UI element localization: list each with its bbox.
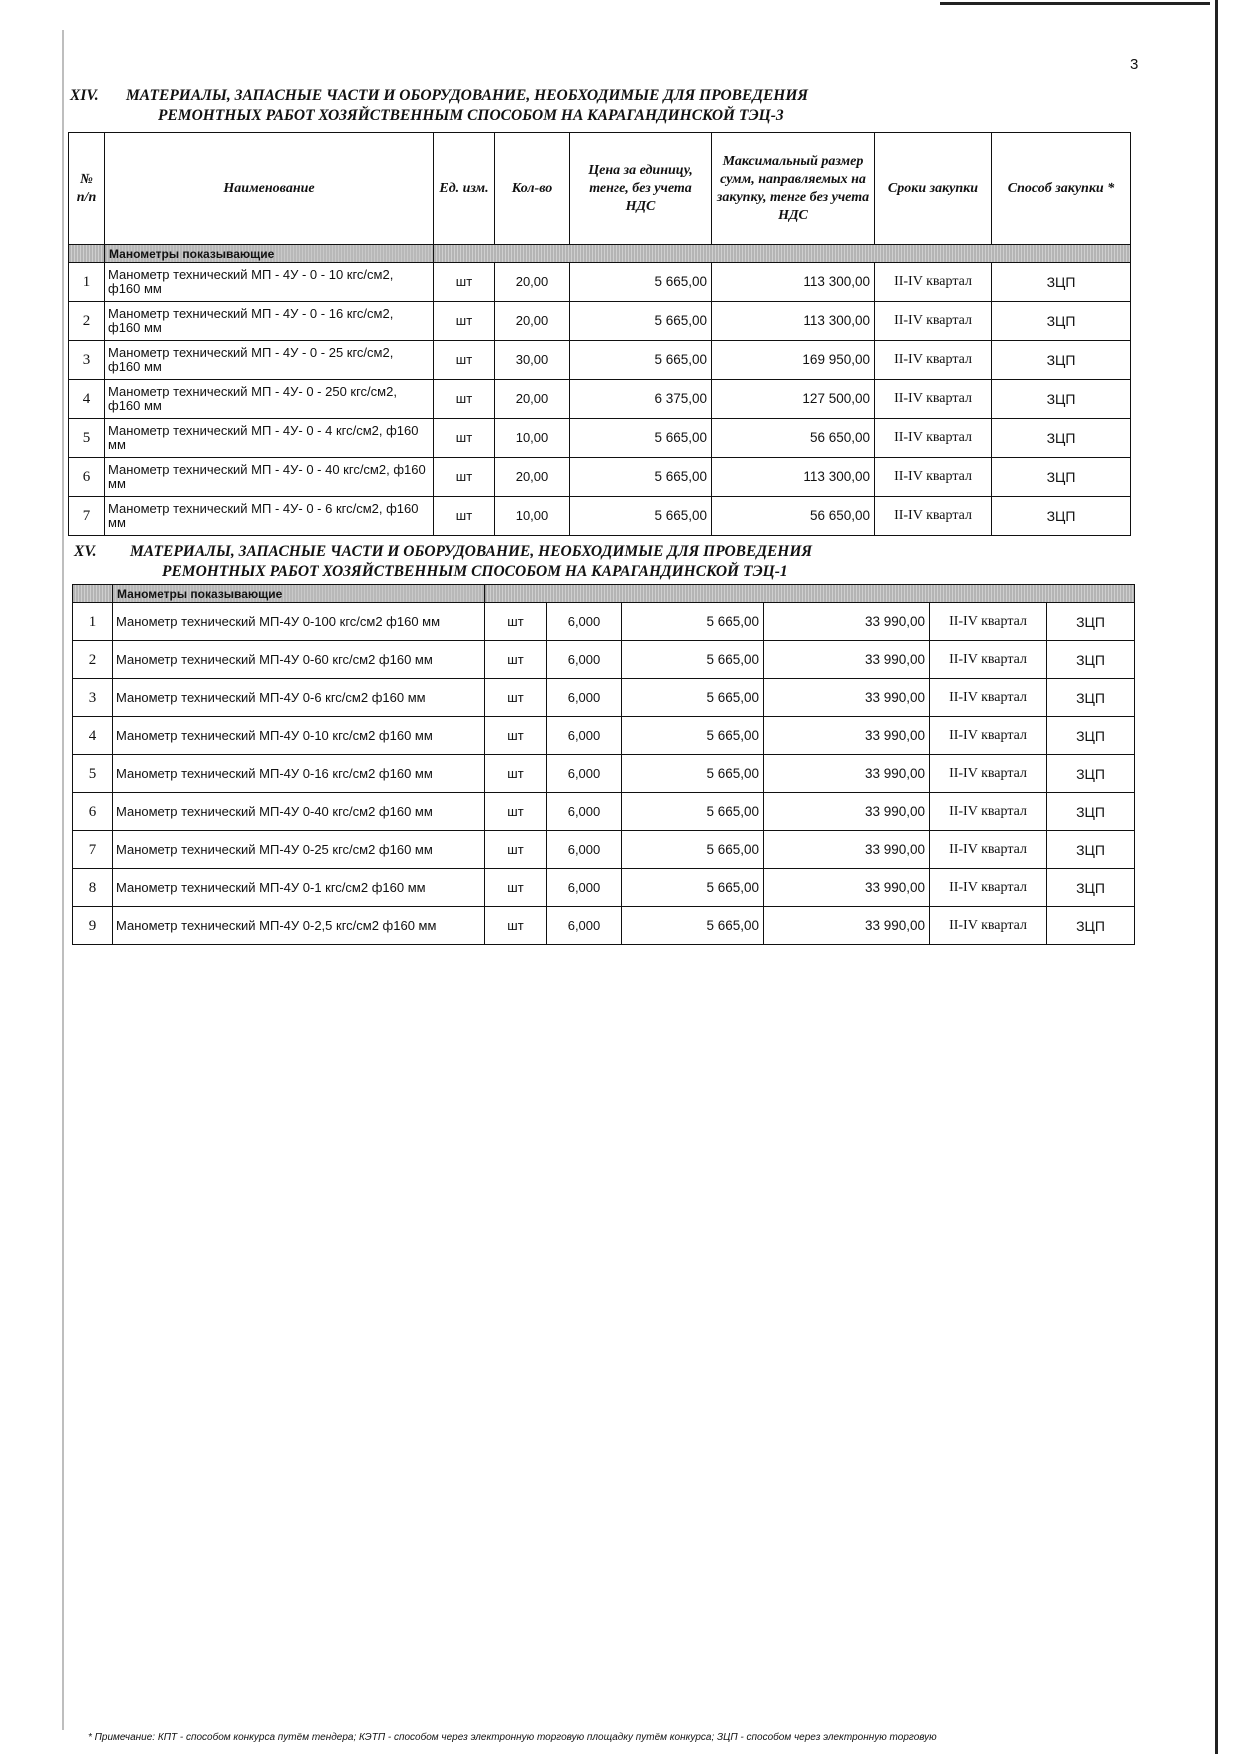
header-unit: Ед. изм. [434,133,495,245]
group-row [73,585,1135,603]
table-row: 3 Манометр технический МП - 4У - 0 - 25 кгс/см2, ф160 мм шт 30,00 5 665,00 169 950,00 II-IV квартал ЗЦП [69,341,1131,380]
header-name: Наименование [105,133,434,245]
table-row: 1 Манометр технический МП-4У 0-100 кгс/см2 ф160 мм шт 6,000 5 665,00 33 990,00 II-IV квартал ЗЦП [73,603,1135,641]
header-qty: Кол-во [495,133,570,245]
group-row [69,245,1131,263]
header-price: Цена за единицу, тенге, без учета НДС [570,133,712,245]
section-15-number: XV. [74,543,97,560]
header-method: Способ закупки * [992,133,1131,245]
table-row: 2 Манометр технический МП - 4У - 0 - 16 кгс/см2, ф160 мм шт 20,00 5 665,00 113 300,00 II-IV квартал ЗЦП [69,302,1131,341]
group-label: Манометры показывающие [113,585,485,603]
table-row: 7 Манометр технический МП-4У 0-25 кгс/см2 ф160 мм шт 6,000 5 665,00 33 990,00 II-IV квартал ЗЦП [73,831,1135,869]
section-14-title-line2: РЕМОНТНЫХ РАБОТ ХОЗЯЙСТВЕННЫМ СПОСОБОМ НА КАРАГАНДИНСКОЙ ТЭЦ-3 [158,107,784,124]
scan-edge-right [1215,0,1218,1754]
table-row: 5 Манометр технический МП - 4У- 0 - 4 кгс/см2, ф160 мм шт 10,00 5 665,00 56 650,00 II-IV квартал ЗЦП [69,419,1131,458]
table-header-row [69,133,1131,245]
table-row: 8 Манометр технический МП-4У 0-1 кгс/см2 ф160 мм шт 6,000 5 665,00 33 990,00 II-IV квартал ЗЦП [73,869,1135,907]
section-15-title-line2: РЕМОНТНЫХ РАБОТ ХОЗЯЙСТВЕННЫМ СПОСОБОМ НА КАРАГАНДИНСКОЙ ТЭЦ-1 [162,563,788,580]
section-15-table [72,584,1135,945]
footnote: * Примечание: КПТ - способом конкурса путём тендера; КЭТП - способом через электронную торговую площадку путём конкурса; ЗЦП - способом через электронную торговую [88,1732,937,1743]
table-row: 4 Манометр технический МП - 4У- 0 - 250 кгс/см2, ф160 мм шт 20,00 6 375,00 127 500,00 II-IV квартал ЗЦП [69,380,1131,419]
group-label: Манометры показывающие [105,245,434,263]
table-row: 4 Манометр технический МП-4У 0-10 кгс/см2 ф160 мм шт 6,000 5 665,00 33 990,00 II-IV квартал ЗЦП [73,717,1135,755]
section-14-title-line1: МАТЕРИАЛЫ, ЗАПАСНЫЕ ЧАСТИ И ОБОРУДОВАНИЕ, НЕОБХОДИМЫЕ ДЛЯ ПРОВЕДЕНИЯ [126,87,809,104]
table-row: 3 Манометр технический МП-4У 0-6 кгс/см2 ф160 мм шт 6,000 5 665,00 33 990,00 II-IV квартал ЗЦП [73,679,1135,717]
section-15-title-line1: МАТЕРИАЛЫ, ЗАПАСНЫЕ ЧАСТИ И ОБОРУДОВАНИЕ, НЕОБХОДИМЫЕ ДЛЯ ПРОВЕДЕНИЯ [130,543,813,560]
page-number: 3 [1130,56,1139,73]
table-row: 6 Манометр технический МП-4У 0-40 кгс/см2 ф160 мм шт 6,000 5 665,00 33 990,00 II-IV квартал ЗЦП [73,793,1135,831]
table-row: 7 Манометр технический МП - 4У- 0 - 6 кгс/см2, ф160 мм шт 10,00 5 665,00 56 650,00 II-IV квартал ЗЦП [69,497,1131,536]
header-num: № п/п [69,133,105,245]
section-14-table [68,132,1131,536]
header-sum: Максимальный размер сумм, направляемых на закупку, тенге без учета НДС [712,133,875,245]
scan-edge-top [940,2,1210,5]
table-row: 5 Манометр технический МП-4У 0-16 кгс/см2 ф160 мм шт 6,000 5 665,00 33 990,00 II-IV квартал ЗЦП [73,755,1135,793]
table-row: 1 Манометр технический МП - 4У - 0 - 10 кгс/см2, ф160 мм шт 20,00 5 665,00 113 300,00 II-IV квартал ЗЦП [69,263,1131,302]
table-row: 9 Манометр технический МП-4У 0-2,5 кгс/см2 ф160 мм шт 6,000 5 665,00 33 990,00 II-IV квартал ЗЦП [73,907,1135,945]
table-row: 6 Манометр технический МП - 4У- 0 - 40 кгс/см2, ф160 мм шт 20,00 5 665,00 113 300,00 II-IV квартал ЗЦП [69,458,1131,497]
header-term: Сроки закупки [875,133,992,245]
table-row: 2 Манометр технический МП-4У 0-60 кгс/см2 ф160 мм шт 6,000 5 665,00 33 990,00 II-IV квартал ЗЦП [73,641,1135,679]
section-14-number: XIV. [70,87,99,104]
scan-edge-left [62,30,64,1730]
